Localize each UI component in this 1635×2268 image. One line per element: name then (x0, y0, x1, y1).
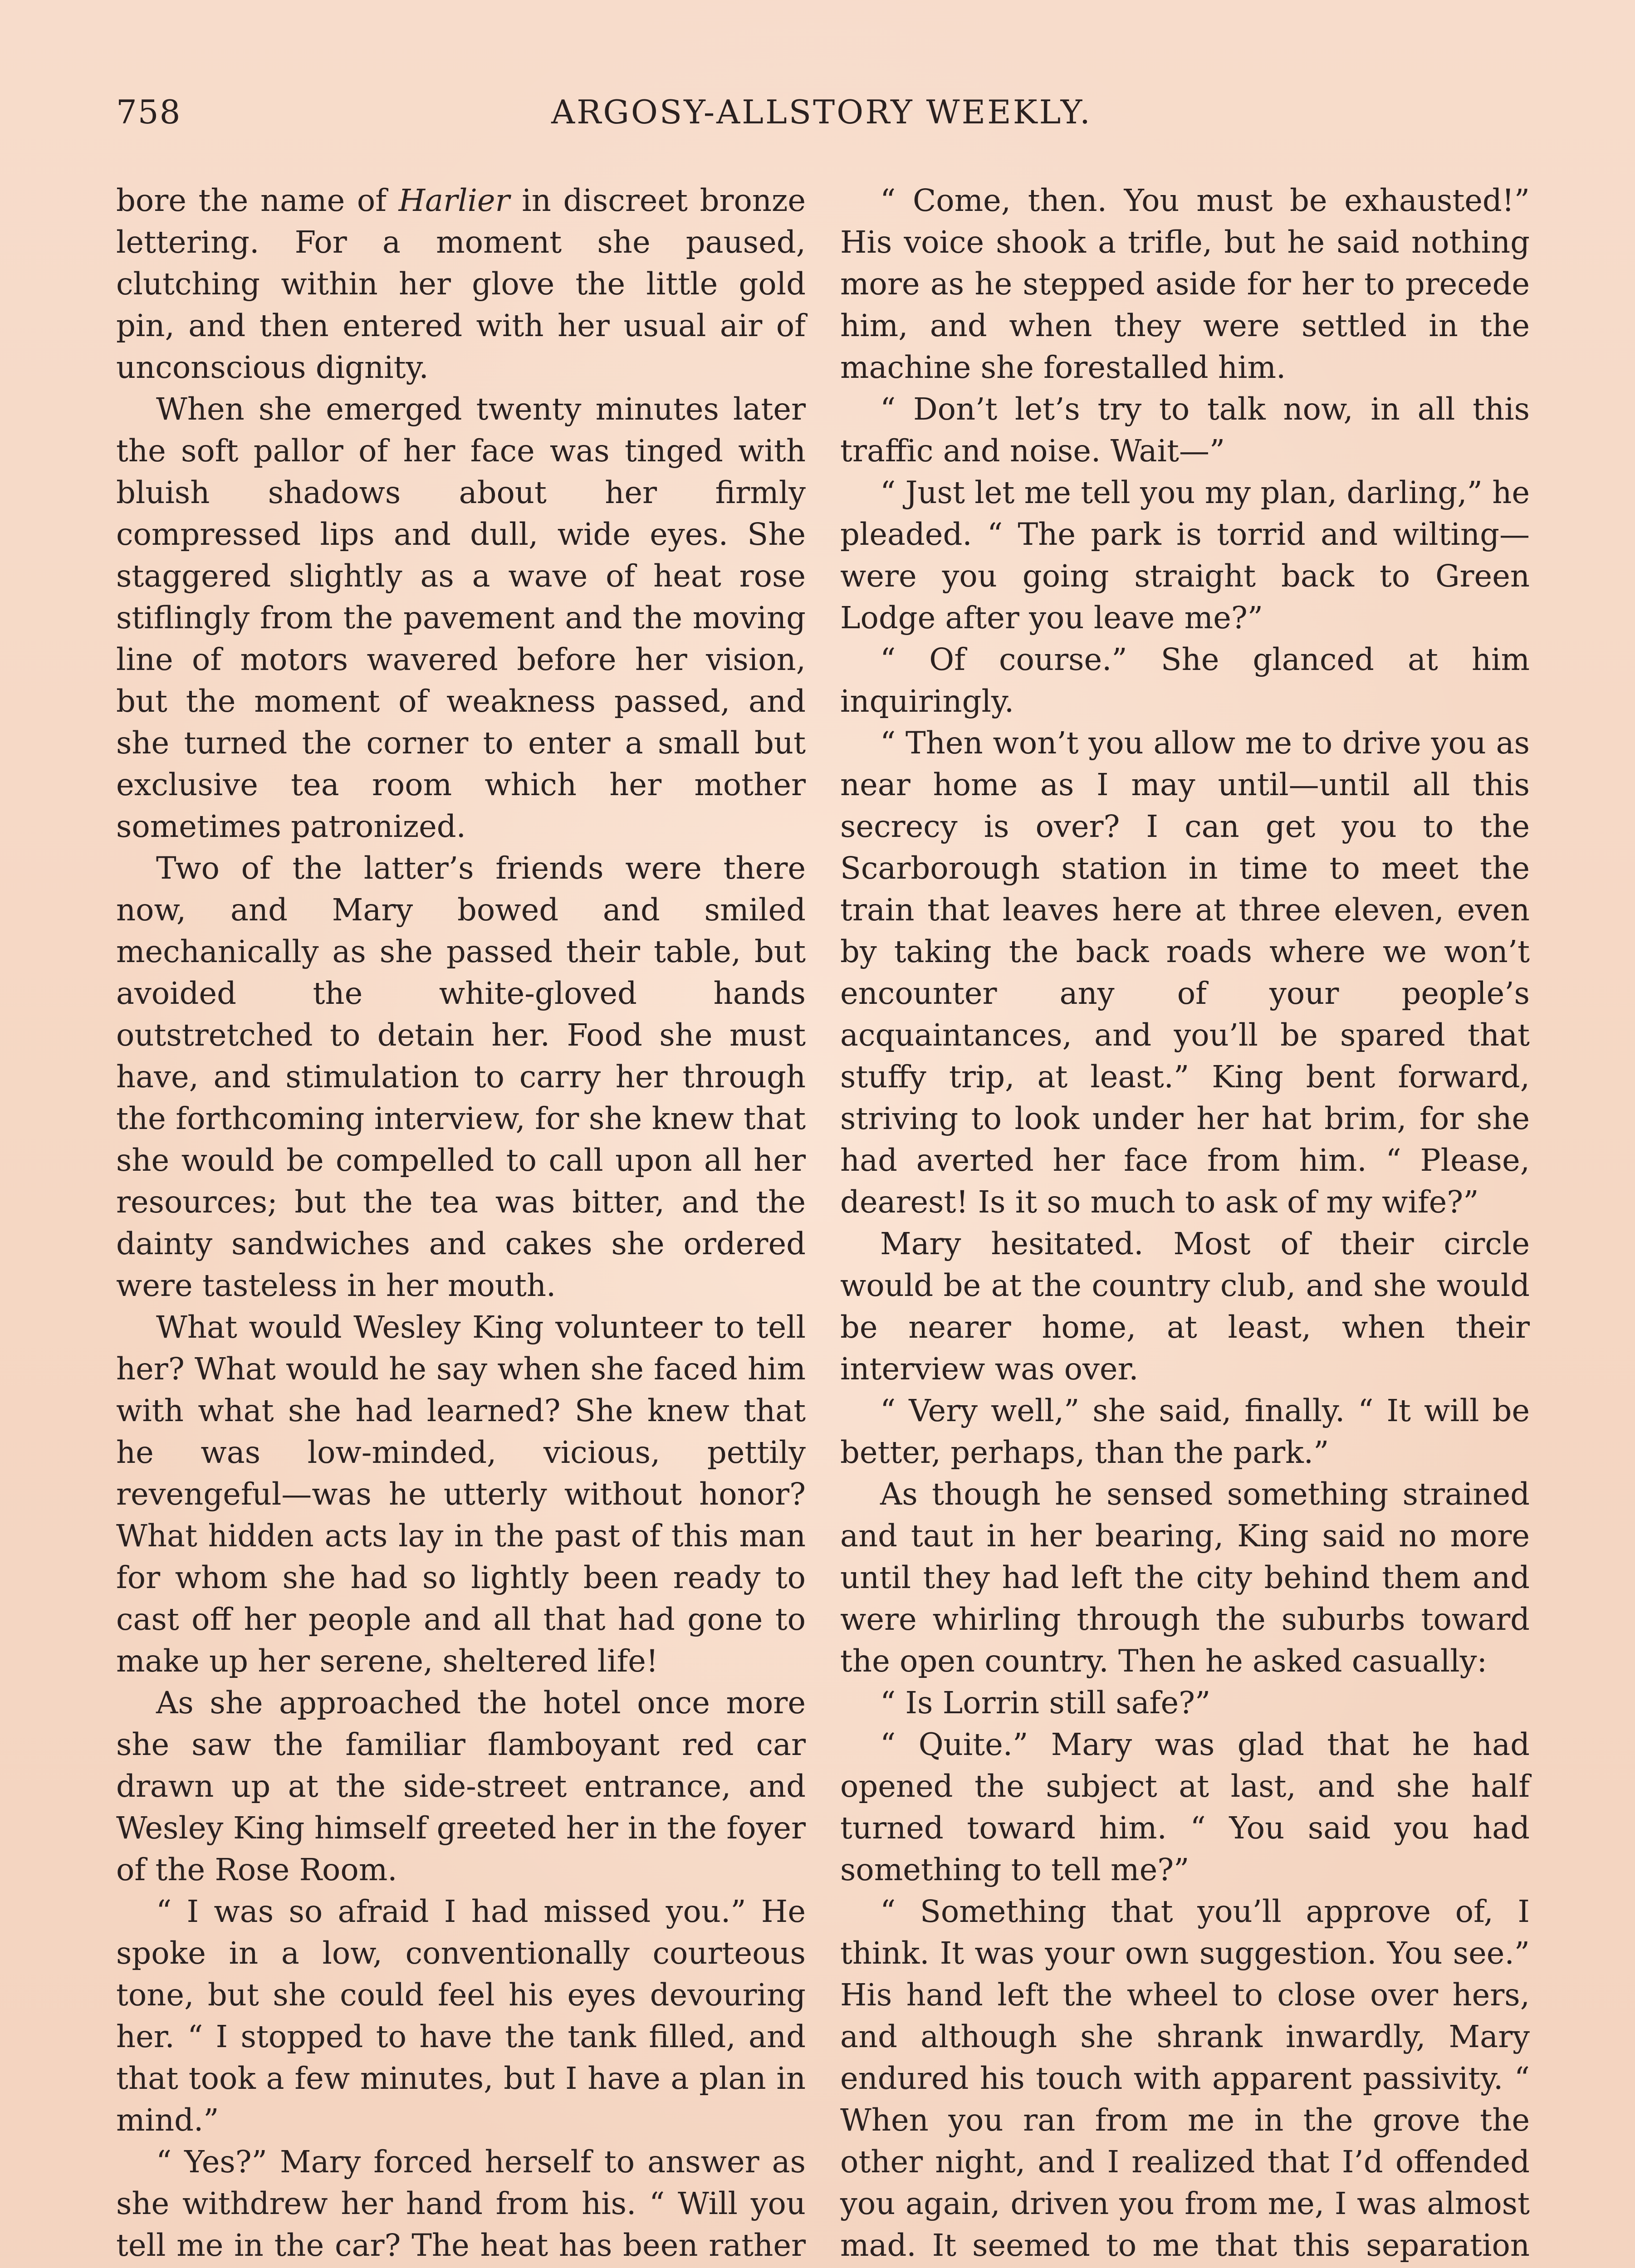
paragraph: When she emerged twenty minutes later the soft pallor of her face was tinged with bluish shadows about her firmly compressed lips and dull, wide eyes. She staggered slightly as a wave of heat rose stiflingly from the pavement and the moving line of motors wavered before her vision, but the moment of weakness passed, and she turned the corner to enter a small but exclusive tea room which her mother sometimes patronized. (116, 391, 806, 844)
text-span: in discreet bronze lettering. For a moment she paused, clutching within her glove the little gold pin, and then entered with her usual air of unconscious dignity. (116, 183, 806, 385)
paragraph: “ Don’t let’s try to talk now, in all this traffic and noise. Wait—” (840, 391, 1530, 469)
paragraph: As though he sensed something strained and taut in her bearing, King said no more until they had left the city behind them and were whirling through the suburbs toward the open country. Then he asked casually: (840, 1476, 1530, 1679)
page-header (116, 93, 1527, 143)
paragraph: “ Of course.” She glanced at him inquiringly. (840, 642, 1530, 719)
paragraph (116, 180, 806, 388)
paragraph: Mary hesitated. Most of their circle would be at the country club, and she would be nearer home, at least, when their interview was over. (840, 1226, 1530, 1387)
paragraph: Two of the latter’s friends were there now, and Mary bowed and smiled mechanically as she passed their table, but avoided the white-gloved hands outstretched to detain her. Food she must have, and stimulation to carry her through the forthcoming interview, for she knew that she would be compelled to call upon all her resources; but the tea was bitter, and the dainty sandwiches and cakes she ordered were tasteless in her mouth. (116, 850, 806, 1303)
italic-name: Harlier (398, 183, 510, 218)
paragraph: “ Then won’t you allow me to drive you as near home as I may until—until all this secrecy is over? I can get you to the Scarborough station in time to meet the train that leaves here at three eleven, even by taking the back roads where we won’t encounter any of your people’s acquaintances, and you’ll be spared that stuffy trip, at least.” King bent forward, striving to look under her hat brim, for she had averted her face from him. “ Please, dearest! Is it so much to ask of my wife?” (840, 725, 1530, 1220)
right-column (840, 180, 1530, 2268)
paragraph: “ Come, then. You must be exhausted!” His voice shook a trifle, but he said nothing more as he stepped aside for her to precede him, and when they were settled in the machine she forestalled him. (840, 183, 1530, 385)
paragraph: “ Is Lorrin still safe?” (880, 1685, 1211, 1721)
paragraph: “ Yes?” Mary forced herself to answer as she withdrew her hand from his. “ Will you tell me in the car? The heat has been rather (116, 2144, 806, 2263)
paragraph: What would Wesley King volunteer to tell her? What would he say when she faced him with what she had learned? She knew that he was low-minded, vicious, pettily revengeful—was he utterly without honor? What hidden acts lay in the past of this man for whom she had so lightly been ready to cast off her people and all that had gone to make up her serene, sheltered life! (116, 1310, 806, 1679)
paragraph: “ Quite.” Mary was glad that he had opened the subject at last, and she half turned toward him. “ You said you had something to tell me?” (840, 1727, 1530, 1887)
paragraph: “ Just let me tell you my plan, darling,” he pleaded. “ The park is torrid and wilting—were you going straight back to Green Lodge after you leave me?” (840, 475, 1530, 635)
running-head: ARGOSY-ALLSTORY WEEKLY. (551, 93, 1092, 131)
paragraph: “ Very well,” she said, finally. “ It will be better, perhaps, than the park.” (840, 1393, 1530, 1470)
left-column (116, 180, 806, 2268)
paragraph: As she approached the hotel once more she saw the familiar flamboyant red car drawn up at the side-street entrance, and Wesley King himself greeted her in the foyer of the Rose Room. (116, 1685, 806, 1887)
paragraph: “ Something that you’ll approve of, I think. It was your own suggestion. You see.” His hand left the wheel to close over hers, and although she shrank inwardly, Mary endured his touch with apparent passivity. “ When you ran from me in the grove the other night, and I realized that I’d offended you again, driven you from me, I was almost mad. It seemed to me that this separation (840, 1894, 1530, 2263)
paragraph: “ I was so afraid I had missed you.” He spoke in a low, conventionally courteous tone, but she could feel his eyes devouring her. “ I stopped to have the tank filled, and that took a few minutes, but I have a plan in mind.” (116, 1894, 806, 2138)
text-span: bore the name of (116, 183, 399, 218)
page-number: 758 (116, 93, 181, 131)
